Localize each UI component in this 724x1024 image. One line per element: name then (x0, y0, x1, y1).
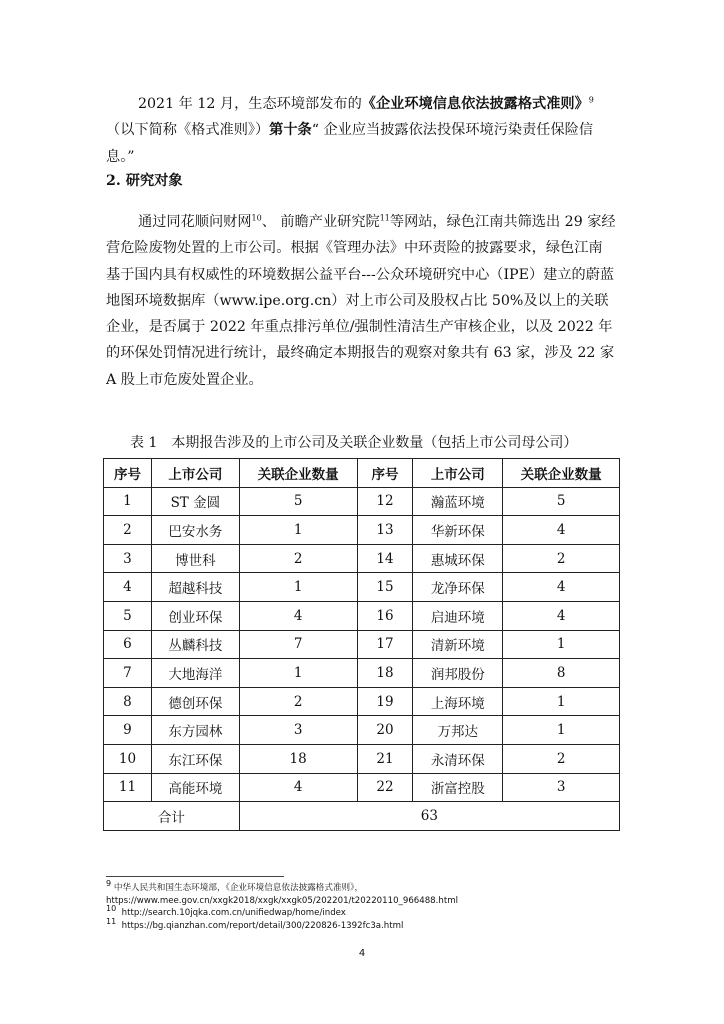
table-row (104, 716, 620, 745)
total-label: 合计 (104, 802, 240, 831)
cell-index: 2 (104, 516, 152, 545)
table-row (104, 630, 620, 659)
cell-index: 20 (357, 716, 413, 745)
cell-count: 1 (503, 630, 620, 659)
p1-text-mid: （以下简称《格式准则》） (106, 122, 270, 139)
footnote-link[interactable]: https://bg.qianzhan.com/report/detail/300/220826-1392fc3a.html (121, 920, 404, 931)
cell-company: 润邦股份 (413, 659, 503, 688)
cell-index: 19 (357, 687, 413, 716)
cell-company: 东江环保 (151, 744, 239, 773)
footnote-divider (106, 876, 284, 877)
table-row (104, 516, 620, 545)
cell-count: 3 (503, 773, 620, 802)
cell-count: 5 (503, 487, 620, 516)
paragraph-research-subjects (106, 209, 616, 393)
cell-company: 启迪环境 (413, 601, 503, 630)
footnote-number: 10 (106, 904, 117, 914)
cell-company: 惠城环保 (413, 544, 503, 573)
cell-company: 瀚蓝环境 (413, 487, 503, 516)
cell-company: 清新环境 (413, 630, 503, 659)
cell-index: 8 (104, 687, 152, 716)
cell-count: 4 (239, 601, 357, 630)
cell-index: 5 (104, 601, 152, 630)
header-affiliate-count: 关联企业数量 (239, 459, 357, 488)
cell-count: 2 (503, 744, 620, 773)
cell-company: 丛麟科技 (151, 630, 239, 659)
table-row (104, 544, 620, 573)
companies-table (103, 458, 620, 831)
cell-index: 21 (357, 744, 413, 773)
cell-count: 2 (503, 544, 620, 573)
cell-count: 1 (239, 573, 357, 602)
cell-count: 1 (503, 716, 620, 745)
cell-index: 10 (104, 744, 152, 773)
footnotes (106, 879, 626, 932)
cell-index: 18 (357, 659, 413, 688)
footnote-ref-11[interactable]: 11 (379, 213, 390, 223)
header-index: 序号 (104, 459, 152, 488)
cell-company: 大地海洋 (151, 659, 239, 688)
cell-company: 永清环保 (413, 744, 503, 773)
cell-count: 1 (239, 516, 357, 545)
cell-company: 万邦达 (413, 716, 503, 745)
header-company: 上市公司 (151, 459, 239, 488)
header-affiliate-count: 关联企业数量 (503, 459, 620, 488)
cell-count: 18 (239, 744, 357, 773)
table-total-row (104, 802, 620, 831)
cell-count: 4 (503, 573, 620, 602)
cell-count: 4 (503, 601, 620, 630)
p2-text-a: 通过同花顺问财网 (138, 214, 252, 230)
cell-index: 13 (357, 516, 413, 545)
cell-count: 1 (503, 687, 620, 716)
cell-company: 东方园林 (151, 716, 239, 745)
cell-count: 2 (239, 544, 357, 573)
table-caption: 表 1 本期报告涉及的上市公司及关联企业数量（包括上市公司母公司） (130, 435, 578, 451)
footnote-number: 9 (106, 879, 112, 889)
footnote-ref-9[interactable]: 9 (588, 95, 594, 105)
cell-index: 6 (104, 630, 152, 659)
p1-text-post: “ 企业应当披露依法投保环境污染责任保险信息。” (106, 122, 594, 165)
cell-company: 巴安水务 (151, 516, 239, 545)
cell-index: 3 (104, 544, 152, 573)
cell-count: 3 (239, 716, 357, 745)
cell-index: 12 (357, 487, 413, 516)
footnote-9-url[interactable]: https://www.mee.gov.cn/xxgk2018/xxgk/xxgk05/202201/t20220110_966488.html (106, 895, 458, 906)
table-row (104, 487, 620, 516)
cell-count: 8 (503, 659, 620, 688)
cell-index: 11 (104, 773, 152, 802)
cell-index: 16 (357, 601, 413, 630)
paragraph-format-rules (106, 91, 616, 170)
header-company: 上市公司 (413, 459, 503, 488)
footnote-ref-10[interactable]: 10 (251, 213, 262, 223)
p1-text-pre: 2021 年 12 月，生态环境部发布的 (138, 96, 362, 112)
p1-bold-article: 第十条 (269, 122, 312, 139)
cell-index: 4 (104, 573, 152, 602)
cell-count: 5 (239, 487, 357, 516)
cell-index: 17 (357, 630, 413, 659)
cell-company: 龙净环保 (413, 573, 503, 602)
section-heading: 2. 研究对象 (106, 173, 183, 189)
total-value: 63 (239, 802, 619, 831)
table-row (104, 773, 620, 802)
cell-company: 浙富控股 (413, 773, 503, 802)
cell-index: 15 (357, 573, 413, 602)
cell-count: 4 (503, 516, 620, 545)
cell-company: ST 金圆 (151, 487, 239, 516)
cell-count: 1 (239, 659, 357, 688)
footnote-9 (106, 879, 626, 895)
cell-company: 上海环境 (413, 687, 503, 716)
cell-company: 德创环保 (151, 687, 239, 716)
table-row (104, 744, 620, 773)
cell-count: 2 (239, 687, 357, 716)
cell-company: 超越科技 (151, 573, 239, 602)
table-row (104, 659, 620, 688)
table-row (104, 687, 620, 716)
footnote-text: 中华人民共和国生态环境部，《企业环境信息依法披露格式准则》， (113, 883, 364, 893)
page-number: 4 (358, 948, 366, 959)
cell-index: 9 (104, 716, 152, 745)
cell-index: 7 (104, 659, 152, 688)
cell-company: 华新环保 (413, 516, 503, 545)
footnote-link[interactable]: http://search.10jqka.com.cn/unifiedwap/home/index (121, 908, 346, 919)
cell-index: 22 (357, 773, 413, 802)
cell-index: 14 (357, 544, 413, 573)
footnote-number: 11 (106, 916, 117, 926)
cell-count: 7 (239, 630, 357, 659)
table-row (104, 573, 620, 602)
cell-company: 高能环境 (151, 773, 239, 802)
p2-text-b: 、 前瞻产业研究院 (261, 214, 380, 230)
table-header-row (104, 459, 620, 488)
cell-index: 1 (104, 487, 152, 516)
header-index: 序号 (357, 459, 413, 488)
footnote-11 (106, 916, 626, 933)
footnote-10 (106, 904, 626, 920)
p1-bold-title: 《企业环境信息依法披露格式准则》 (361, 96, 589, 112)
cell-count: 4 (239, 773, 357, 802)
cell-company: 博世科 (151, 544, 239, 573)
p2-text-c: 等网站，绿色江南共筛选出 29 家经营危险废物处置的上市公司。根据《管理办法》中环责险的披露要求，绿色江南基于国内具有权威性的环境数据公益平台---公众环境研究中心（IPE）建立的蔚蓝地图环境数据库（www.ipe.org.cn）对上市公司及股权占比 50%及以上的关联企业，是否属于 2022 年重点排污单位/强制性清洁生产审核企业，以及 2022 年的环保处罚情况进行统计，最终确定本期报告的观察对象共有 63 家，涉及 22 家 A 股上市危废处置企业。 (106, 214, 616, 388)
table-row (104, 601, 620, 630)
cell-company: 创业环保 (151, 601, 239, 630)
